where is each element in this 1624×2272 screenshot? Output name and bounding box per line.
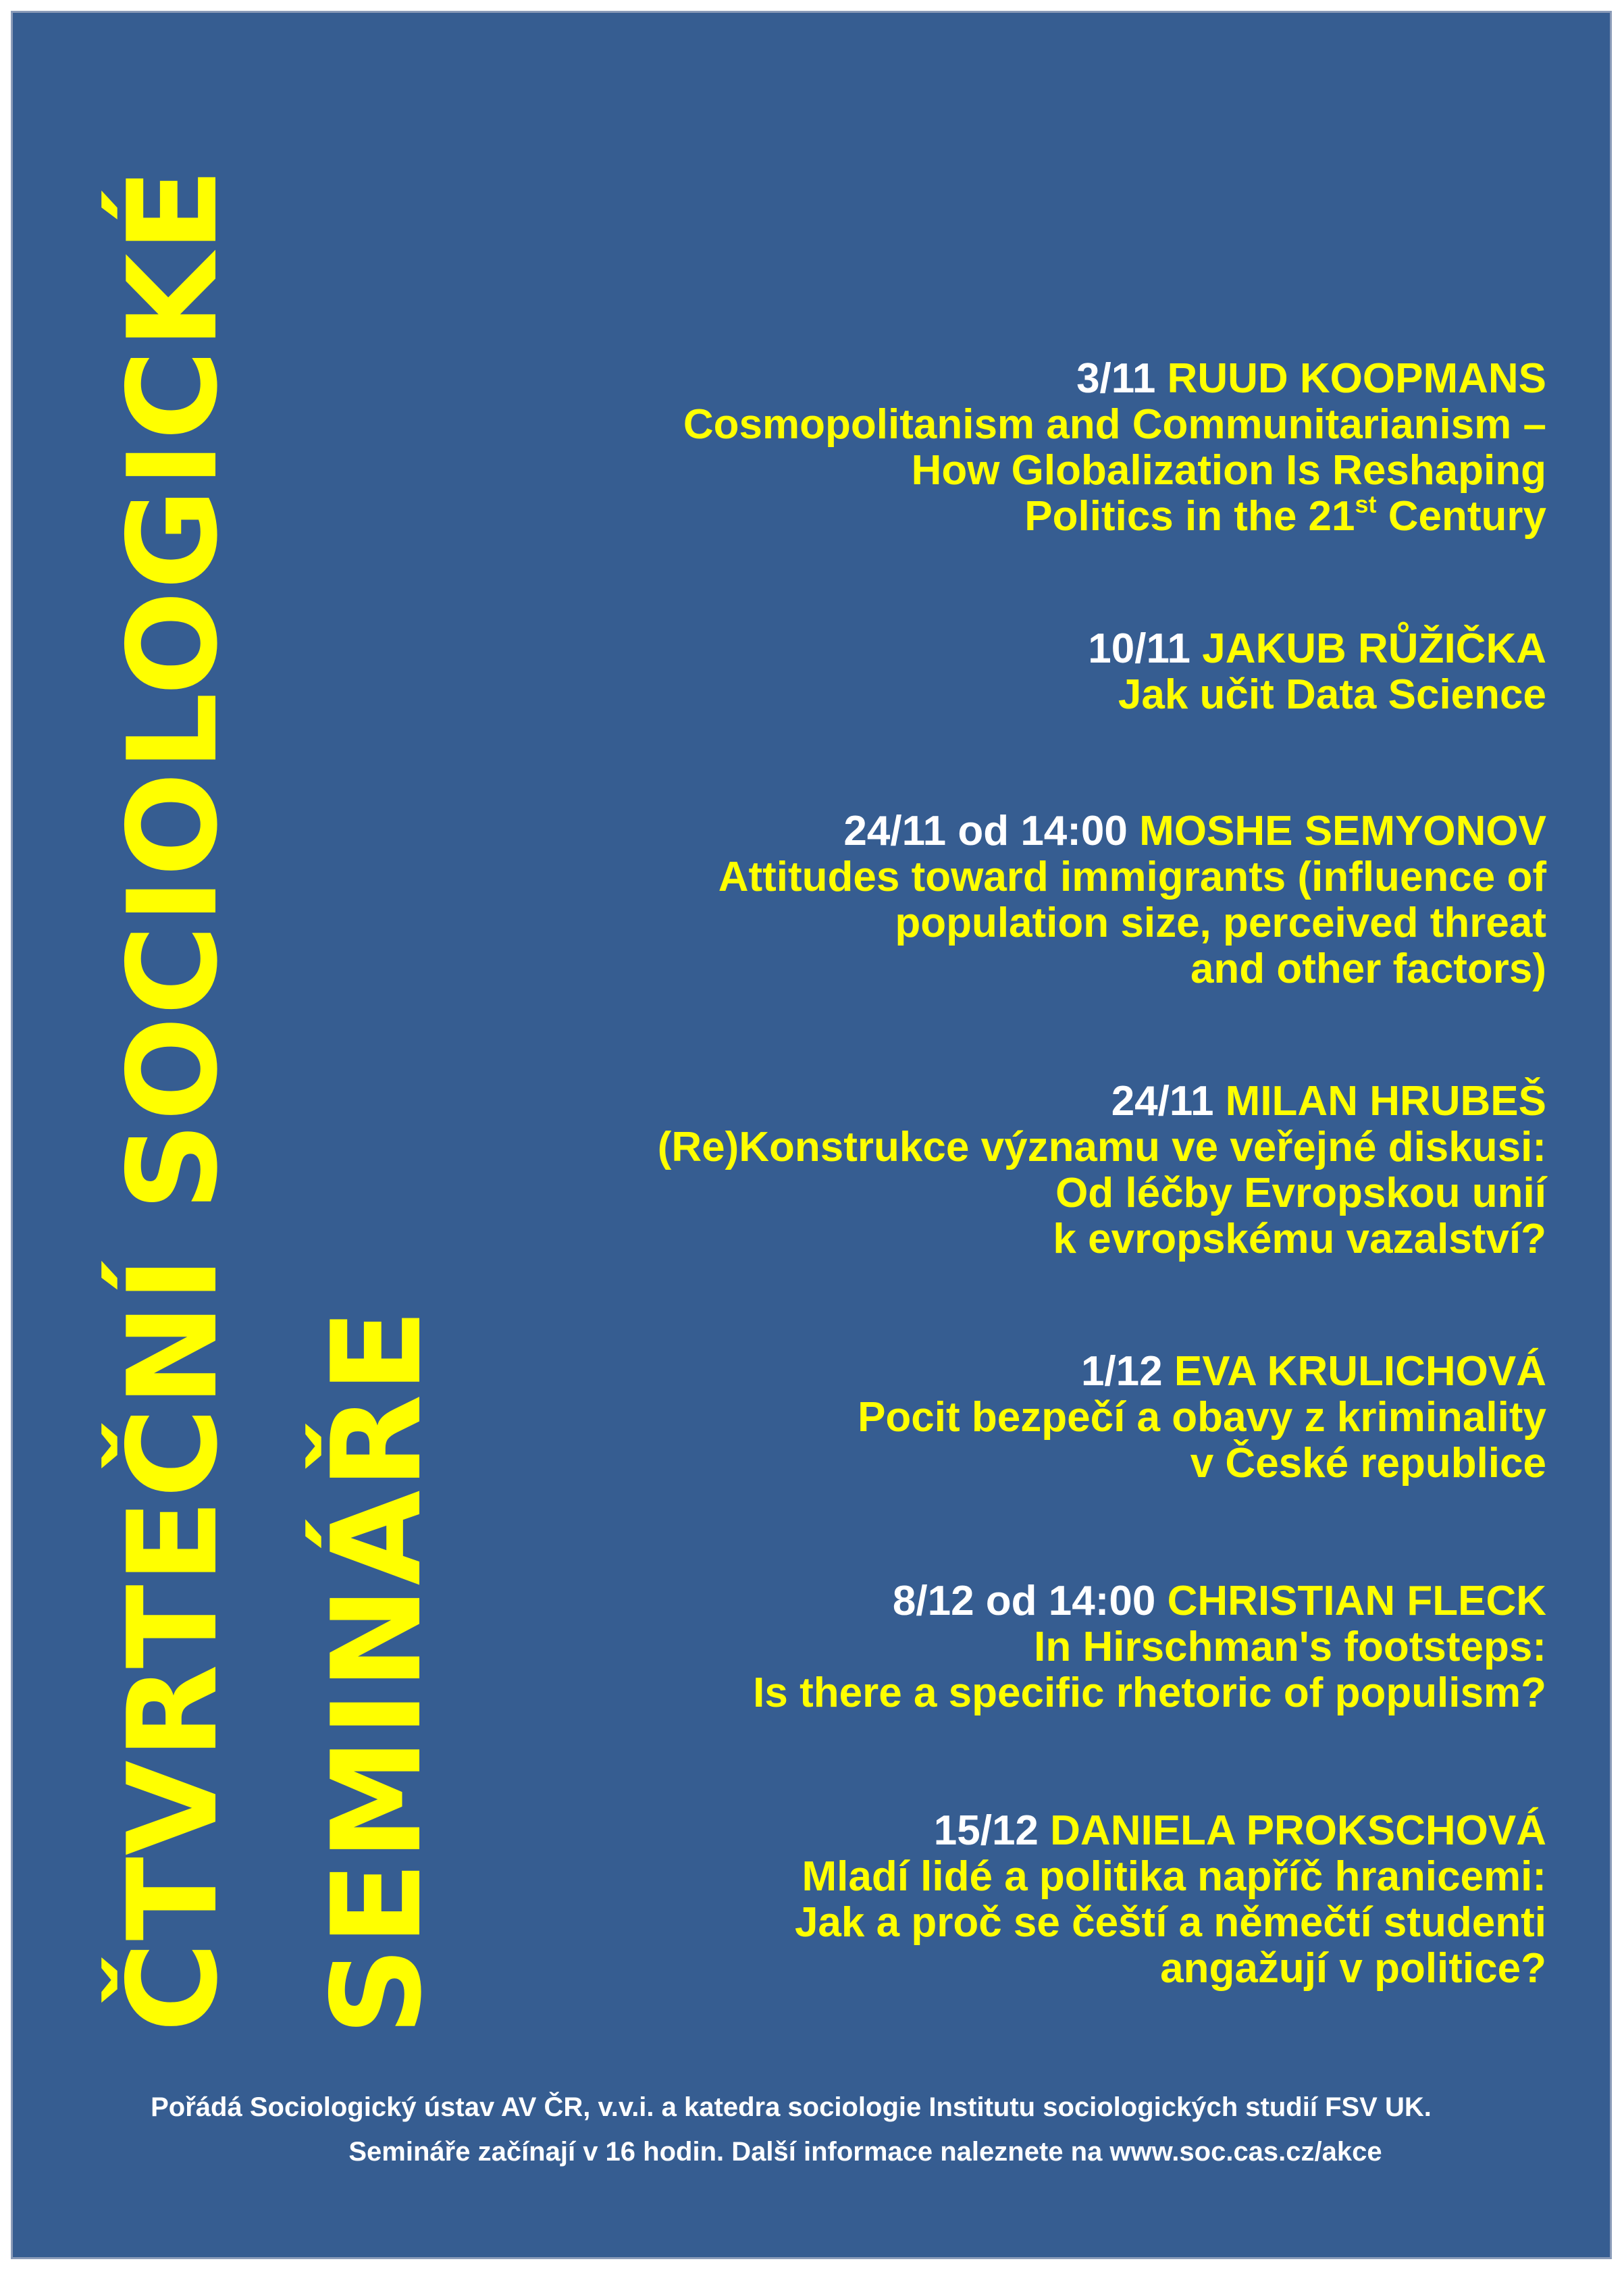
seminar-item — [1088, 626, 1546, 718]
seminar-title-line: Mladí lidé a politika napříč hranicemi: — [802, 1853, 1546, 1900]
seminar-heading — [753, 1578, 1546, 1624]
seminar-title-part: Century — [1376, 493, 1546, 540]
seminar-heading — [795, 1808, 1546, 1854]
seminar-title-line: Jak a proč se čeští a němečtí studenti — [794, 1899, 1546, 1946]
seminar-title-line: In Hirschman's footsteps: — [1034, 1624, 1546, 1670]
seminar-speaker: MILAN HRUBEŠ — [1225, 1078, 1546, 1125]
seminar-title-part: Politics in the 21 — [1024, 493, 1355, 540]
seminar-item — [658, 1079, 1546, 1262]
seminar-title-line: Od léčby Evropskou unií — [1055, 1170, 1546, 1216]
seminar-date: 1/12 — [1080, 1348, 1163, 1395]
seminar-item — [683, 356, 1546, 540]
seminar-title-line: (Re)Konstrukce významu ve veřejné diskusi: — [657, 1124, 1546, 1170]
seminar-title-line — [683, 490, 1546, 540]
seminar-item — [858, 1349, 1546, 1487]
seminar-date: 8/12 od 14:00 — [892, 1578, 1156, 1624]
seminar-speaker: JAKUB RŮŽIČKA — [1202, 625, 1546, 672]
seminar-title-line: angažují v politice? — [1160, 1945, 1546, 1992]
seminar-date: 15/12 — [933, 1807, 1039, 1854]
seminar-speaker: RUUD KOOPMANS — [1167, 355, 1546, 402]
seminar-heading — [1088, 626, 1546, 672]
organizer-note: Pořádá Sociologický ústav AV ČR, v.v.i. a katedra sociologie Institutu sociologických studií FSV UK. — [151, 2092, 1432, 2122]
poster-title-line2: SEMINÁŘE — [305, 1308, 448, 2036]
seminar-speaker: EVA KRULICHOVÁ — [1174, 1348, 1546, 1395]
seminar-title-line: population size, perceived threat — [895, 900, 1546, 946]
seminar-item — [795, 1808, 1546, 1992]
seminar-speaker: MOSHE SEMYONOV — [1139, 808, 1546, 854]
seminar-title-line: Pocit bezpečí a obavy z kriminality — [858, 1394, 1546, 1441]
poster — [11, 11, 1612, 2259]
seminar-heading — [658, 1079, 1546, 1125]
seminar-speaker: CHRISTIAN FLECK — [1167, 1578, 1546, 1624]
seminar-heading — [858, 1349, 1546, 1395]
seminar-title-line: Is there a specific rhetoric of populism? — [753, 1670, 1546, 1716]
seminar-heading — [683, 356, 1546, 402]
seminar-item — [718, 808, 1546, 992]
seminar-item — [753, 1578, 1546, 1716]
ordinal-suffix: st — [1355, 490, 1377, 518]
seminar-title-line: and other factors) — [1190, 946, 1546, 992]
seminar-date: 24/11 — [1111, 1078, 1214, 1125]
seminar-title-line: How Globalization Is Reshaping — [911, 447, 1546, 494]
seminar-title-line: Jak učit Data Science — [1118, 671, 1546, 718]
seminar-speaker: DANIELA PROKSCHOVÁ — [1050, 1807, 1546, 1854]
poster-footer — [13, 2085, 1610, 2174]
seminar-heading — [718, 808, 1546, 854]
seminar-date: 24/11 od 14:00 — [843, 808, 1128, 854]
seminar-date: 3/11 — [1076, 355, 1156, 402]
seminar-title-line: Cosmopolitanism and Communitarianism – — [683, 401, 1546, 448]
info-note: Semináře začínají v 16 hodin. Další informace naleznete na www.soc.cas.cz/akce — [348, 2137, 1382, 2167]
seminar-title-line: k evropskému vazalství? — [1053, 1216, 1546, 1262]
seminar-title-line: v České republice — [1190, 1440, 1546, 1487]
poster-title-line1: ČTVRTEČNÍ SOCIOLOGICKÉ — [101, 166, 244, 2032]
seminar-date: 10/11 — [1088, 625, 1190, 672]
seminar-title-line: Attitudes toward immigrants (influence of — [718, 854, 1546, 900]
